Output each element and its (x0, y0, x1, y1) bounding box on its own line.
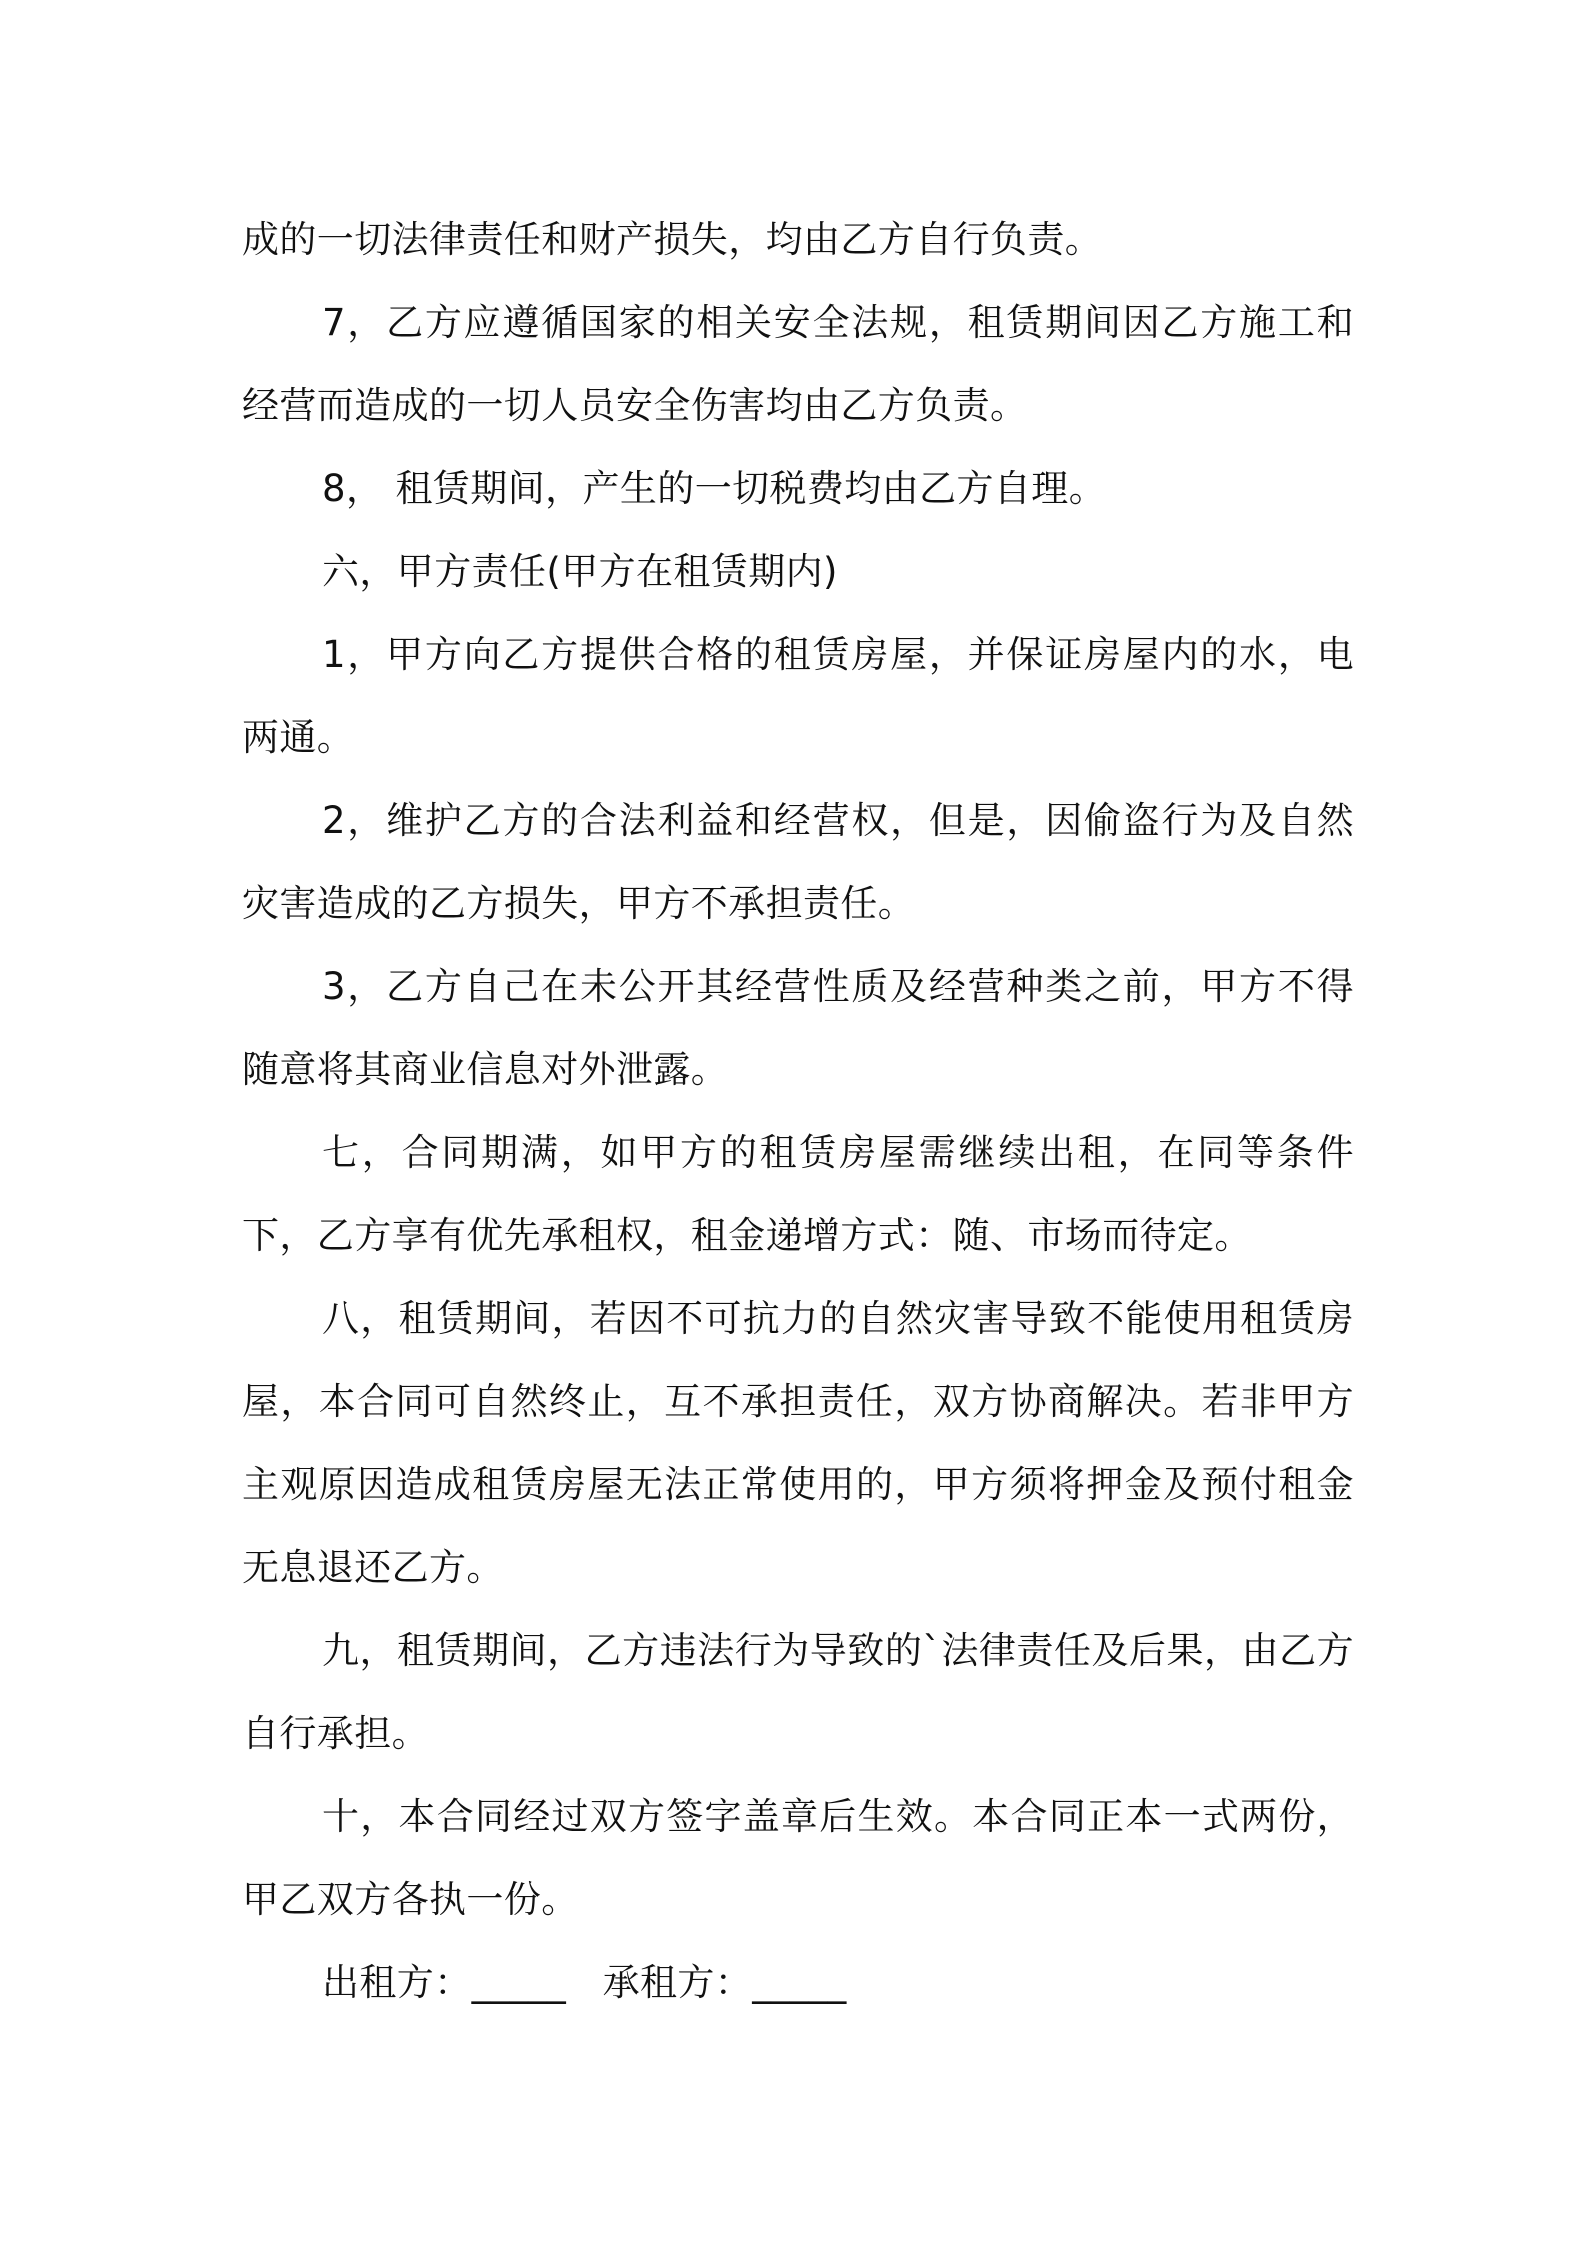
clause-8: 8， 租赁期间，产生的一切税费均由乙方自理。 (322, 467, 1107, 510)
signature-line (242, 1941, 1354, 2024)
contract-body (242, 198, 1354, 2024)
section-10: 十，本合同经过双方签字盖章后生效。本合同正本一式两份，甲乙双方各执一份。 (242, 1795, 1354, 1921)
lessee-label: 承租方： (602, 1961, 753, 2004)
lessor-blank: _____ (471, 1961, 567, 2004)
section-6-item-2: 2，维护乙方的合法利益和经营权，但是，因偷盗行为及自然灾害造成的乙方损失，甲方不承担责任。 (242, 799, 1354, 925)
section-6-item-3: 3，乙方自己在未公开其经营性质及经营种类之前，甲方不得随意将其商业信息对外泄露。 (242, 965, 1354, 1091)
clause-7: 7，乙方应遵循国家的相关安全法规，租赁期间因乙方施工和经营而造成的一切人员安全伤害均由乙方负责。 (242, 301, 1354, 427)
paragraph-continuation: 成的一切法律责任和财产损失，均由乙方自行负责。 (242, 218, 1103, 261)
section-6-item-1: 1，甲方向乙方提供合格的租赁房屋，并保证房屋内的水，电两通。 (242, 633, 1354, 759)
section-7: 七，合同期满，如甲方的租赁房屋需继续出租，在同等条件下，乙方享有优先承租权，租金递增方式：随、市场而待定。 (242, 1131, 1354, 1257)
section-8: 八，租赁期间，若因不可抗力的自然灾害导致不能使用租赁房屋，本合同可自然终止，互不承担责任，双方协商解决。若非甲方主观原因造成租赁房屋无法正常使用的，甲方须将押金及预付租金无息退还乙方。 (242, 1297, 1354, 1589)
lessor-label: 出租方： (322, 1961, 472, 2004)
section-6-heading: 六，甲方责任(甲方在租赁期内) (322, 550, 838, 593)
section-9: 九，租赁期间，乙方违法行为导致的`法律责任及后果，由乙方自行承担。 (242, 1629, 1354, 1755)
lessee-blank: _____ (752, 1961, 847, 2004)
